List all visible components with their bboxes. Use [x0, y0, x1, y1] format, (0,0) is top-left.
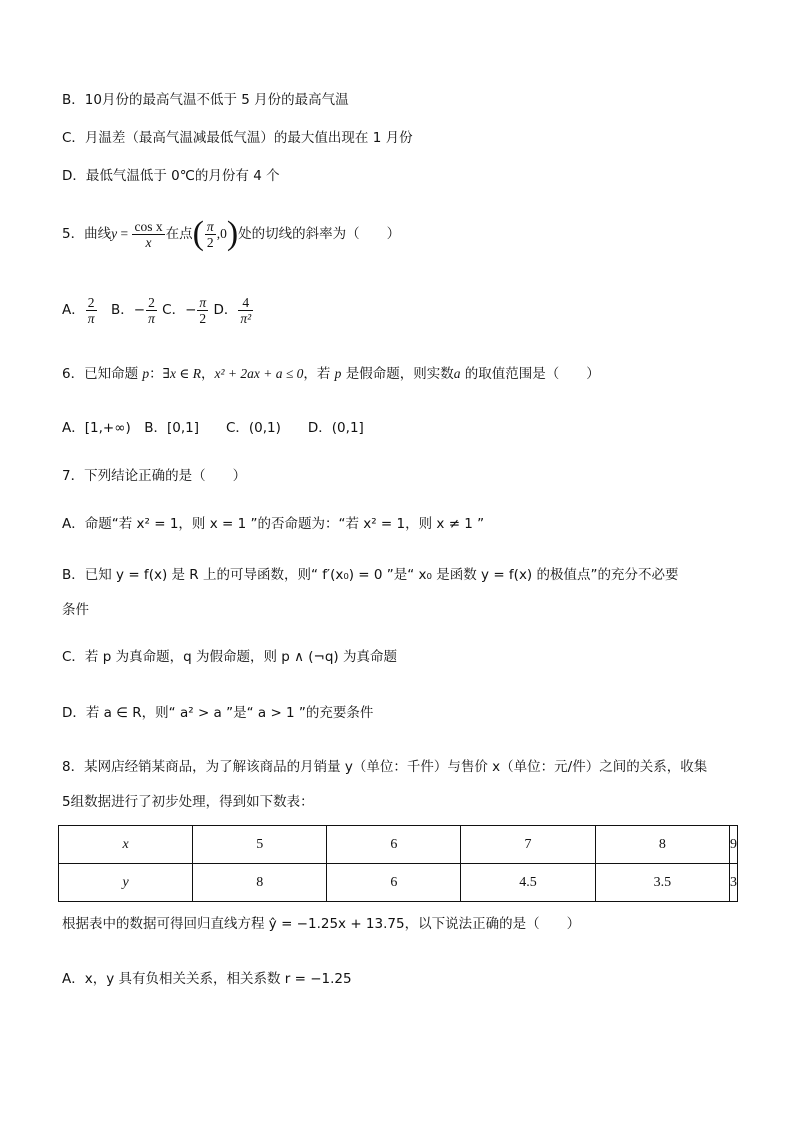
q5-option-c-den: 2	[199, 310, 207, 326]
q5-option-c-fraction	[197, 295, 208, 326]
table-header-x: x	[59, 826, 193, 864]
q5-at-point: 在点	[165, 226, 193, 242]
q6-options: A．[1,+∞) B．[0,1] C．(0,1) D．(0,1]	[62, 420, 364, 436]
q5-stem	[62, 214, 400, 254]
q6-mid: ，若	[303, 366, 335, 382]
q8-stem-line1: 8．某网店经销某商品，为了解该商品的月销量 y（单位：千件）与售价 x（单位：元/件）之间的关系，收集	[62, 759, 708, 775]
table-cell: 3	[729, 864, 737, 902]
q5-point-denominator: 2	[206, 234, 214, 250]
q5-option-d-fraction	[238, 295, 253, 326]
table-cell: 3.5	[595, 864, 729, 902]
q5-eq: =	[117, 226, 132, 241]
q5-option-a-den: π	[87, 310, 95, 326]
q5-option-b-fraction	[146, 295, 157, 326]
q7-option-b-line1: B．已知 y = f(x) 是 R 上的可导函数，则“ f′(x₀) = 0 ”是“ x₀ 是函数 y = f(x) 的极值点”的充分不必要	[62, 567, 679, 583]
q5-option-c-num: π	[199, 294, 207, 310]
table-header-y: y	[59, 864, 193, 902]
q5-point-fraction	[205, 219, 216, 250]
q6-tail: 的取值范围是（ ）	[460, 366, 600, 382]
table-row-y	[59, 864, 738, 902]
q5-point-numerator: π	[206, 218, 214, 234]
table-cell: 9	[729, 826, 737, 864]
q6-p: p	[142, 366, 150, 381]
q5-options	[62, 290, 254, 330]
q8-option-a: A．x，y 具有负相关关系，相关系数 r = −1.25	[62, 971, 352, 987]
q6-stem-start: 6．已知命题	[62, 366, 143, 382]
table-cell: 4.5	[461, 864, 595, 902]
q4-option-d: D．最低气温低于 0℃的月份有 4 个	[62, 168, 280, 184]
q7-option-d: D．若 a ∈ R，则“ a² > a ”是“ a > 1 ”的充要条件	[62, 705, 374, 721]
table-cell: 8	[193, 864, 327, 902]
table-cell: 8	[595, 826, 729, 864]
q6-comma: ，	[200, 366, 215, 382]
q5-option-d-den: π²	[240, 310, 252, 326]
q7-option-a: A．命题“若 x² = 1，则 x = 1 ”的否命题为：“若 x² = 1，则 x ≠ 1 ”	[62, 516, 485, 532]
q5-numerator: cos x	[134, 218, 163, 234]
q5-option-d-num: 4	[238, 295, 253, 311]
q5-point-tail: ,0	[216, 226, 227, 241]
q5-denominator: x	[145, 234, 152, 250]
q6-p-again: p	[334, 366, 342, 381]
q7-stem: 7．下列结论正确的是（ ）	[62, 468, 247, 484]
q5-option-b-label: B．−	[97, 302, 146, 318]
q5-option-c-label: C．−	[157, 302, 197, 318]
table-cell: 7	[461, 826, 595, 864]
q5-left-paren: (	[192, 215, 204, 252]
table-cell: 6	[327, 826, 461, 864]
table-cell: 5	[193, 826, 327, 864]
q5-option-d-label: D．	[209, 302, 238, 318]
q8-after-table: 根据表中的数据可得回归直线方程 ŷ = −1.25x + 13.75，以下说法正确的是（ ）	[62, 916, 581, 932]
q4-option-c: C．月温差（最高气温减最低气温）的最大值出现在 1 月份	[62, 130, 413, 146]
q5-option-a-num: 2	[86, 295, 97, 311]
q7-option-c: C．若 p 为真命题，q 为假命题，则 p ∧ (¬q) 为真命题	[62, 649, 397, 665]
q6-colon: ：	[149, 366, 163, 382]
q7-option-b-line2: 条件	[62, 602, 89, 618]
q5-option-b-num: 2	[146, 295, 157, 311]
q5-right-paren: )	[226, 215, 239, 252]
q8-data-table	[58, 825, 738, 902]
q6-mid2: 是假命题，则实数	[341, 366, 454, 382]
q5-option-a-label: A．	[62, 302, 85, 318]
q5-suffix: 处的切线的斜率为（ ）	[238, 226, 401, 242]
q5-prefix: 5．曲线	[62, 226, 112, 242]
q6-exists: ∃x ∈ R	[162, 366, 201, 381]
q5-option-b-den: π	[148, 310, 155, 326]
q5-y: y	[111, 226, 118, 241]
q6-inequality: x² + 2ax + a ≤ 0	[214, 366, 304, 381]
q6-stem	[62, 364, 600, 384]
q5-option-a-fraction	[86, 295, 97, 326]
q6-a: a	[453, 366, 461, 381]
q4-option-b: B．10月份的最高气温不低于 5 月份的最高气温	[62, 92, 349, 108]
table-cell: 6	[327, 864, 461, 902]
q8-stem-line2: 5组数据进行了初步处理，得到如下数表：	[62, 794, 314, 810]
q5-fraction	[132, 219, 164, 250]
table-row-x	[59, 826, 738, 864]
